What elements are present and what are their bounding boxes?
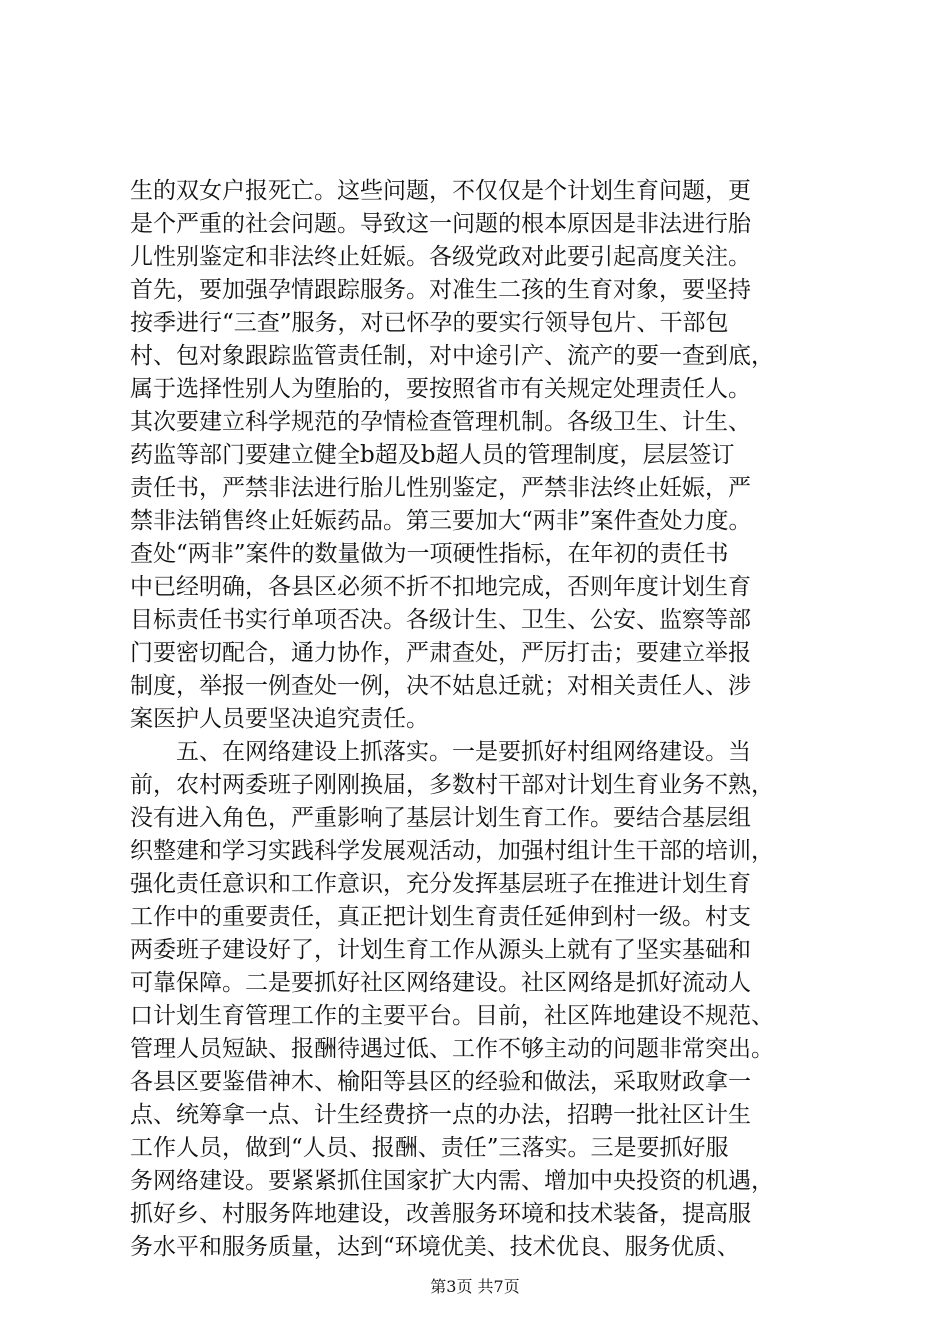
text-line: 抓好乡、村服务阵地建设，改善服务环境和技术装备，提高服: [130, 1201, 751, 1227]
text-line: 其次要建立科学规范的孕情检查管理机制。各级卫生、计生、: [130, 409, 751, 435]
page-number-footer: 第3页 共7页: [430, 1277, 520, 1296]
text-line: 中已经明确，各县区必须不折不扣地完成，否则年度计划生育: [130, 574, 751, 600]
text-line: 案医护人员要坚决追究责任。: [130, 706, 429, 732]
text-line: 门要密切配合，通力协作，严肃查处，严厉打击；要建立举报: [130, 640, 751, 666]
text-line: 药监等部门要建立健全b超及b超人员的管理制度，层层签订: [130, 442, 735, 468]
text-line: 口计划生育管理工作的主要平台。目前，社区阵地建设不规范、: [130, 1003, 774, 1029]
text-line: 目标责任书实行单项否决。各级计生、卫生、公安、监察等部: [130, 607, 751, 633]
text-line: 没有进入角色，严重影响了基层计划生育工作。要结合基层组: [130, 805, 751, 831]
paragraph-start-line: 五、在网络建设上抓落实。一是要抓好村组网络建设。当: [176, 739, 751, 765]
text-line: 工作中的重要责任，真正把计划生育责任延伸到村一级。村支: [130, 904, 751, 930]
text-line: 儿性别鉴定和非法终止妊娠。各级党政对此要引起高度关注。: [130, 244, 751, 270]
text-line: 前，农村两委班子刚刚换届，多数村干部对计划生育业务不熟，: [130, 772, 774, 798]
text-line: 村、包对象跟踪监管责任制，对中途引产、流产的要一查到底，: [130, 343, 774, 369]
text-line: 禁非法销售终止妊娠药品。第三要加大“两非”案件查处力度。: [130, 508, 752, 534]
text-line: 制度，举报一例查处一例，决不姑息迁就；对相关责任人、涉: [130, 673, 751, 699]
text-line: 是个严重的社会问题。导致这一问题的根本原因是非法进行胎: [130, 211, 751, 237]
text-line: 可靠保障。二是要抓好社区网络建设。社区网络是抓好流动人: [130, 970, 751, 996]
text-line: 属于选择性别人为堕胎的，要按照省市有关规定处理责任人。: [130, 376, 751, 402]
text-line: 查处“两非”案件的数量做为一项硬性指标，在年初的责任书: [130, 541, 729, 567]
text-line: 首先，要加强孕情跟踪服务。对准生二孩的生育对象，要坚持: [130, 277, 751, 303]
text-line: 生的双女户报死亡。这些问题，不仅仅是个计划生育问题，更: [130, 178, 751, 204]
text-line: 强化责任意识和工作意识，充分发挥基层班子在推进计划生育: [130, 871, 751, 897]
text-line: 责任书，严禁非法进行胎儿性别鉴定，严禁非法终止妊娠，严: [130, 475, 751, 501]
text-line: 点、统筹拿一点、计生经费挤一点的办法，招聘一批社区计生: [130, 1102, 751, 1128]
text-line: 按季进行“三查”服务，对已怀孕的要实行领导包片、干部包: [130, 310, 729, 336]
text-line: 工作人员，做到“人员、报酬、责任”三落实。三是要抓好服: [130, 1135, 729, 1161]
body-text: [130, 175, 830, 1264]
text-line: 两委班子建设好了，计划生育工作从源头上就有了坚实基础和: [130, 937, 751, 963]
text-line: 各县区要鉴借神木、榆阳等县区的经验和做法，采取财政拿一: [130, 1069, 751, 1095]
text-line: 务网络建设。要紧紧抓住国家扩大内需、增加中央投资的机遇，: [130, 1168, 774, 1194]
text-line: 管理人员短缺、报酬待遇过低、工作不够主动的问题非常突出。: [130, 1036, 774, 1062]
text-line: 织整建和学习实践科学发展观活动，加强村组计生干部的培训，: [130, 838, 774, 864]
text-line: 务水平和服务质量，达到“环境优美、技术优良、服务优质、: [130, 1234, 740, 1260]
